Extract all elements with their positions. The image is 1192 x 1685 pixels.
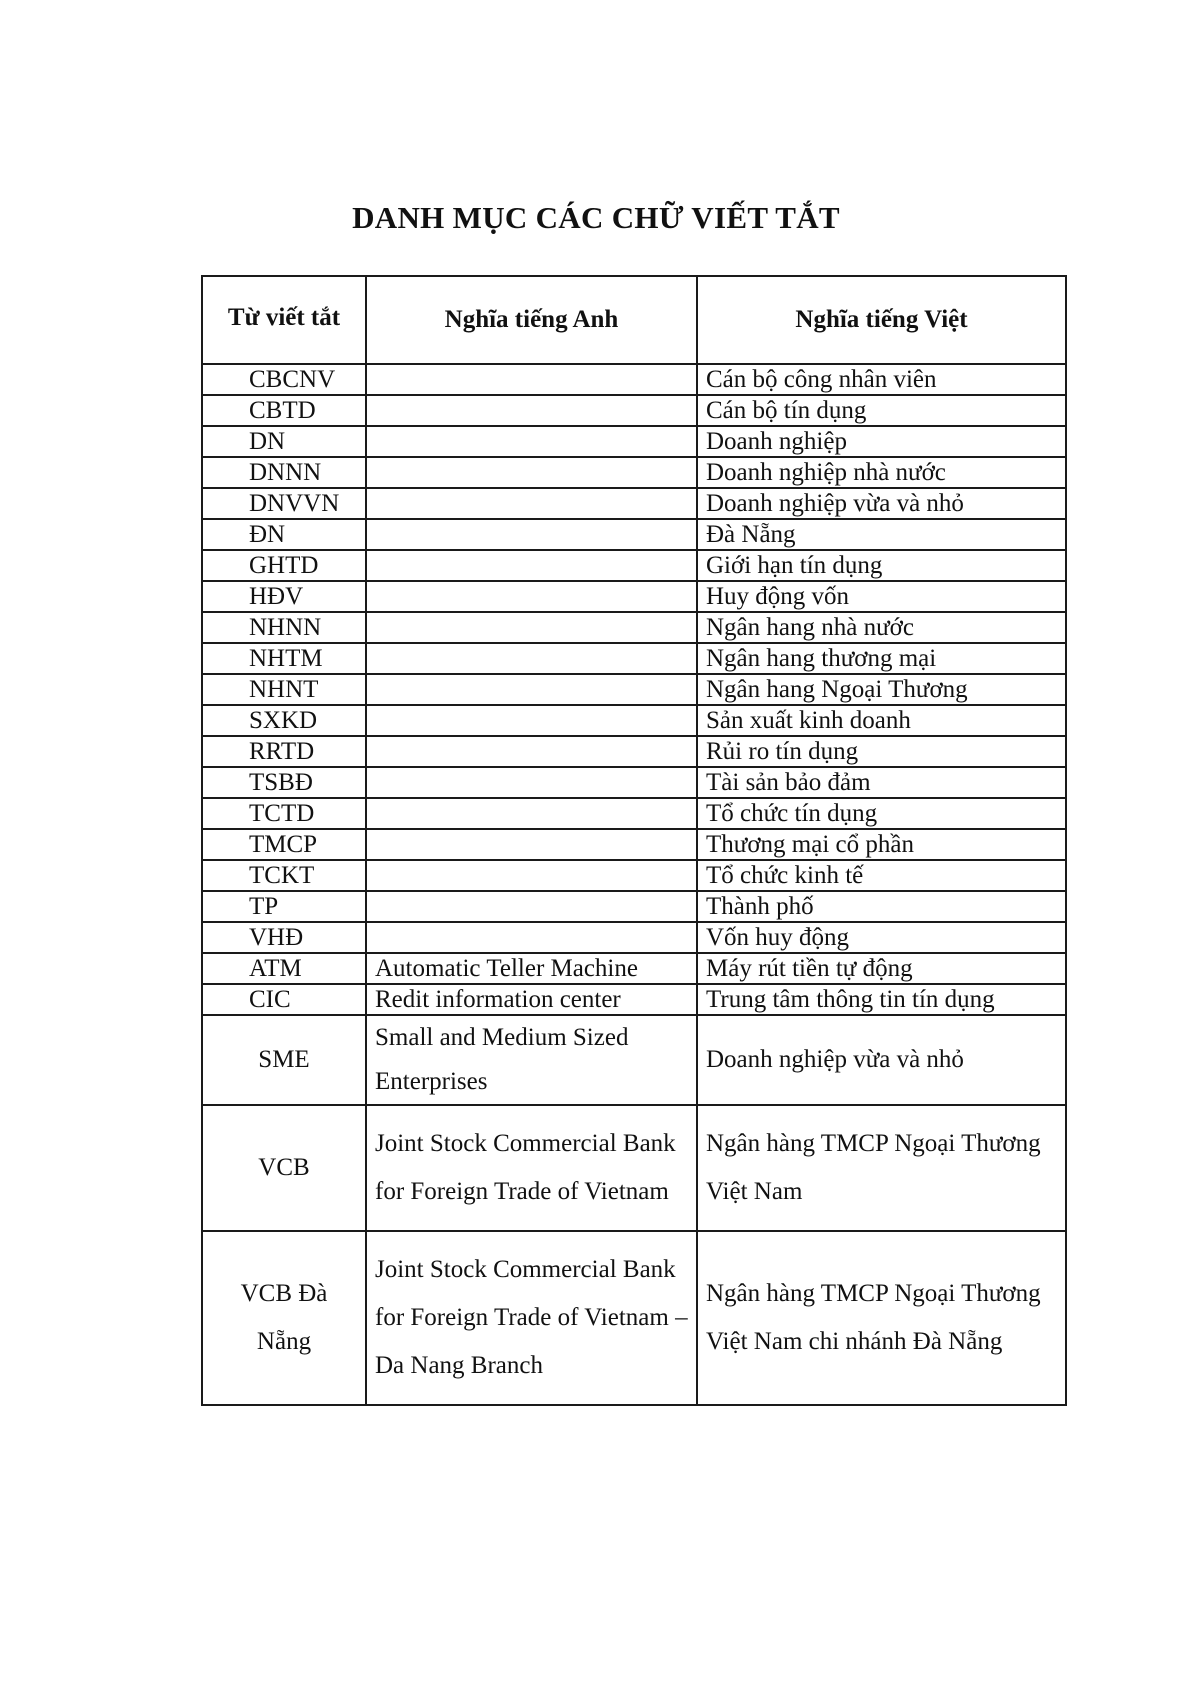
table-row bbox=[202, 395, 1066, 426]
english-meaning-cell bbox=[366, 674, 697, 705]
english-meaning-cell bbox=[366, 829, 697, 860]
english-meaning-cell bbox=[366, 519, 697, 550]
abbreviation-cell: HĐV bbox=[202, 581, 366, 612]
english-meaning-cell bbox=[366, 426, 697, 457]
vietnamese-meaning-cell: Doanh nghiệp bbox=[697, 426, 1066, 457]
table-row bbox=[202, 364, 1066, 395]
vietnamese-meaning-cell: Tài sản bảo đảm bbox=[697, 767, 1066, 798]
table-row bbox=[202, 612, 1066, 643]
english-meaning-cell: Joint Stock Commercial Bank for Foreign Trade of Vietnam bbox=[366, 1105, 697, 1231]
vietnamese-meaning-cell: Sản xuất kinh doanh bbox=[697, 705, 1066, 736]
vietnamese-meaning-cell: Rủi ro tín dụng bbox=[697, 736, 1066, 767]
abbreviation-cell: DNVVN bbox=[202, 488, 366, 519]
table-row bbox=[202, 550, 1066, 581]
vietnamese-meaning-cell: Ngân hang Ngoại Thương bbox=[697, 674, 1066, 705]
abbreviation-cell: TP bbox=[202, 891, 366, 922]
abbreviation-cell: NHTM bbox=[202, 643, 366, 674]
table-row bbox=[202, 860, 1066, 891]
table-row bbox=[202, 1231, 1066, 1405]
table-row bbox=[202, 736, 1066, 767]
english-meaning-cell bbox=[366, 891, 697, 922]
english-meaning-cell bbox=[366, 364, 697, 395]
english-meaning-cell bbox=[366, 860, 697, 891]
table-row bbox=[202, 457, 1066, 488]
abbreviation-cell: VHĐ bbox=[202, 922, 366, 953]
abbreviation-cell: NHNN bbox=[202, 612, 366, 643]
table-row bbox=[202, 1105, 1066, 1231]
english-meaning-cell bbox=[366, 736, 697, 767]
vietnamese-meaning-cell: Doanh nghiệp nhà nước bbox=[697, 457, 1066, 488]
abbreviation-table bbox=[201, 275, 1067, 1406]
english-meaning-cell: Joint Stock Commercial Bank for Foreign Trade of Vietnam – Da Nang Branch bbox=[366, 1231, 697, 1405]
vietnamese-meaning-cell: Tổ chức kinh tế bbox=[697, 860, 1066, 891]
abbreviation-cell: CBTD bbox=[202, 395, 366, 426]
english-meaning-cell: Small and Medium Sized Enterprises bbox=[366, 1015, 697, 1105]
vietnamese-meaning-cell: Máy rút tiền tự động bbox=[697, 953, 1066, 984]
vietnamese-meaning-cell: Ngân hàng TMCP Ngoại Thương Việt Nam chi nhánh Đà Nẵng bbox=[697, 1231, 1066, 1405]
abbreviation-cell: RRTD bbox=[202, 736, 366, 767]
column-header-abbreviation: Từ viết tắt bbox=[202, 276, 366, 364]
abbreviation-cell: CBCNV bbox=[202, 364, 366, 395]
english-meaning-cell bbox=[366, 798, 697, 829]
table-row bbox=[202, 581, 1066, 612]
english-meaning-cell: Automatic Teller Machine bbox=[366, 953, 697, 984]
vietnamese-meaning-cell: Cán bộ công nhân viên bbox=[697, 364, 1066, 395]
vietnamese-meaning-cell: Cán bộ tín dụng bbox=[697, 395, 1066, 426]
vietnamese-meaning-cell: Huy động vốn bbox=[697, 581, 1066, 612]
english-meaning-cell bbox=[366, 395, 697, 426]
table-row bbox=[202, 922, 1066, 953]
abbreviation-cell: NHNT bbox=[202, 674, 366, 705]
table-row bbox=[202, 488, 1066, 519]
english-meaning-cell bbox=[366, 705, 697, 736]
abbreviation-cell: CIC bbox=[202, 984, 366, 1015]
english-meaning-cell bbox=[366, 457, 697, 488]
vietnamese-meaning-cell: Ngân hàng TMCP Ngoại Thương Việt Nam bbox=[697, 1105, 1066, 1231]
abbreviation-cell: GHTD bbox=[202, 550, 366, 581]
abbreviation-cell: SME bbox=[202, 1015, 366, 1105]
vietnamese-meaning-cell: Thương mại cổ phần bbox=[697, 829, 1066, 860]
english-meaning-cell bbox=[366, 612, 697, 643]
table-row bbox=[202, 829, 1066, 860]
abbreviation-cell: DN bbox=[202, 426, 366, 457]
table-row bbox=[202, 705, 1066, 736]
table-row bbox=[202, 798, 1066, 829]
page-title: DANH MỤC CÁC CHỮ VIẾT TẮT bbox=[352, 200, 840, 235]
abbreviation-cell: SXKD bbox=[202, 705, 366, 736]
abbreviation-cell: TSBĐ bbox=[202, 767, 366, 798]
column-header-english: Nghĩa tiếng Anh bbox=[366, 276, 697, 364]
english-meaning-cell bbox=[366, 550, 697, 581]
table-row bbox=[202, 891, 1066, 922]
vietnamese-meaning-cell: Ngân hang nhà nước bbox=[697, 612, 1066, 643]
english-meaning-cell bbox=[366, 922, 697, 953]
table-row bbox=[202, 953, 1066, 984]
abbreviation-cell: ĐN bbox=[202, 519, 366, 550]
english-meaning-cell bbox=[366, 488, 697, 519]
table-row bbox=[202, 674, 1066, 705]
vietnamese-meaning-cell: Tổ chức tín dụng bbox=[697, 798, 1066, 829]
vietnamese-meaning-cell: Thành phố bbox=[697, 891, 1066, 922]
english-meaning-cell: Redit information center bbox=[366, 984, 697, 1015]
english-meaning-cell bbox=[366, 581, 697, 612]
abbreviation-cell: ATM bbox=[202, 953, 366, 984]
table-header-row bbox=[202, 276, 1066, 364]
table-row bbox=[202, 519, 1066, 550]
english-meaning-cell bbox=[366, 643, 697, 674]
vietnamese-meaning-cell: Ngân hang thương mại bbox=[697, 643, 1066, 674]
table-row bbox=[202, 984, 1066, 1015]
vietnamese-meaning-cell: Đà Nẵng bbox=[697, 519, 1066, 550]
table-row bbox=[202, 767, 1066, 798]
abbreviation-cell: VCB bbox=[202, 1105, 366, 1231]
vietnamese-meaning-cell: Giới hạn tín dụng bbox=[697, 550, 1066, 581]
vietnamese-meaning-cell: Doanh nghiệp vừa và nhỏ bbox=[697, 488, 1066, 519]
abbreviation-cell: TCTD bbox=[202, 798, 366, 829]
table-row bbox=[202, 643, 1066, 674]
table-row bbox=[202, 426, 1066, 457]
table-row bbox=[202, 1015, 1066, 1105]
vietnamese-meaning-cell: Doanh nghiệp vừa và nhỏ bbox=[697, 1015, 1066, 1105]
abbreviation-cell: VCB Đà Nẵng bbox=[202, 1231, 366, 1405]
english-meaning-cell bbox=[366, 767, 697, 798]
abbreviation-cell: DNNN bbox=[202, 457, 366, 488]
column-header-vietnamese: Nghĩa tiếng Việt bbox=[697, 276, 1066, 364]
vietnamese-meaning-cell: Trung tâm thông tin tín dụng bbox=[697, 984, 1066, 1015]
abbreviation-cell: TCKT bbox=[202, 860, 366, 891]
abbreviation-cell: TMCP bbox=[202, 829, 366, 860]
vietnamese-meaning-cell: Vốn huy động bbox=[697, 922, 1066, 953]
